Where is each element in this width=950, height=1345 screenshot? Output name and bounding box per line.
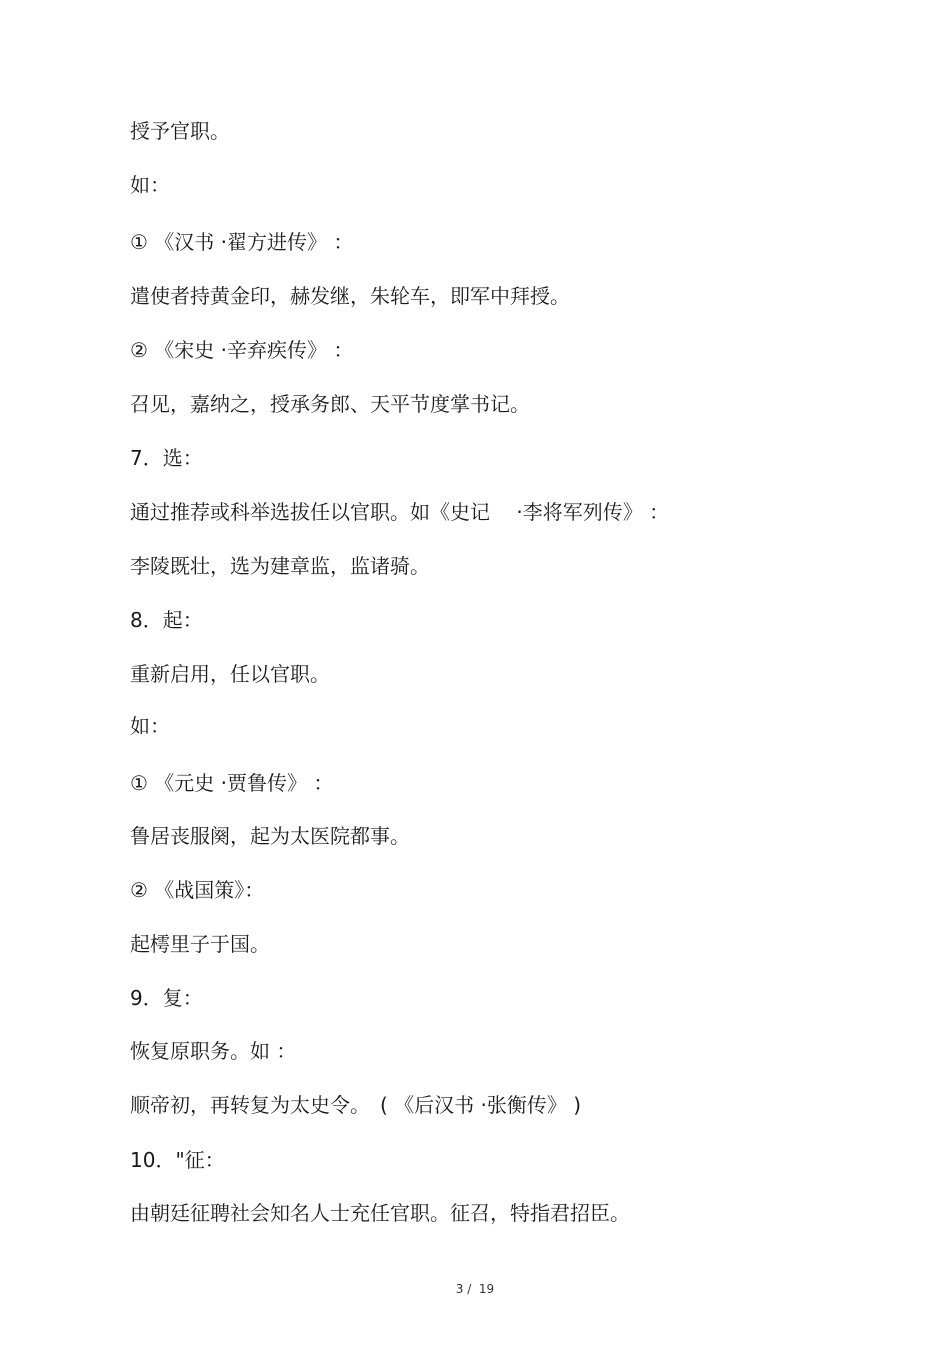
- text-line: ① 《汉书 ·翟方进传》 ：: [130, 230, 354, 254]
- text-line: 如：: [130, 173, 170, 197]
- section-heading: 7．选：: [130, 446, 203, 470]
- text-line: 召见，嘉纳之，授承务郎、天平节度掌书记。: [130, 392, 530, 416]
- page-number: 3 / 19: [455, 1282, 495, 1296]
- text-line: 鲁居丧服阕，起为太医院都事。: [130, 824, 410, 848]
- text-line: 遣使者持黄金印，赫发继，朱轮车，即军中拜授。: [130, 284, 570, 308]
- text-line: ② 《战国策》：: [130, 878, 265, 902]
- text-line: 恢复原职务。如 ：: [130, 1039, 297, 1063]
- text-line: 顺帝初，再转复为太史令。 ( 《后汉书 ·张衡传》 ): [130, 1093, 582, 1117]
- text-line: 由朝廷征聘社会知名人士充任官职。征召，特指君招臣。: [130, 1201, 630, 1225]
- text-line: ① 《元史 ·贾鲁传》 ：: [130, 771, 334, 795]
- text-line: 重新启用，任以官职。: [130, 662, 330, 686]
- text-line: 通过推荐或科举选拔任以官职。如《史记 ·李将军列传》 ：: [130, 500, 670, 524]
- text-line: ② 《宋史 ·辛弃疾传》 ：: [130, 338, 354, 362]
- section-heading: 8．起：: [130, 608, 203, 632]
- text-line: 如：: [130, 714, 170, 738]
- text-line: 授予官职。: [130, 119, 230, 143]
- section-heading: 9．复：: [130, 986, 203, 1010]
- text-line: 起樗里子于国。: [130, 932, 270, 956]
- text-line: 李陵既壮，选为建章监，监诸骑。: [130, 554, 430, 578]
- section-heading: 10．"征：: [130, 1148, 225, 1172]
